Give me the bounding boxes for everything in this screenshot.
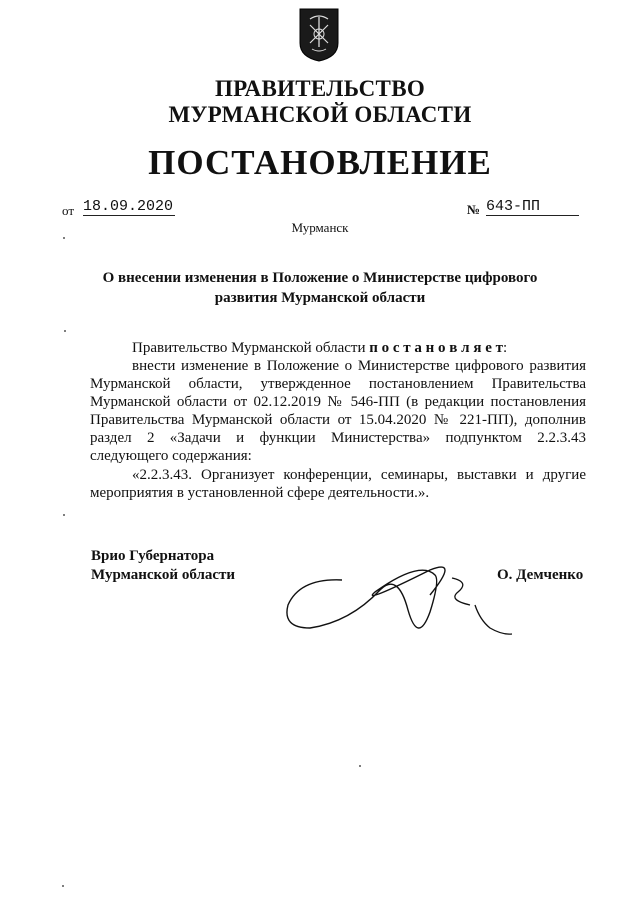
org-name-line2: МУРМАНСКОЙ ОБЛАСТИ — [168, 102, 472, 127]
document-subject — [0, 268, 640, 308]
scan-speck — [63, 514, 65, 516]
position-line1: Врио Губернатора — [91, 548, 215, 564]
main-paragraph: внести изменение в Положение о Министерстве цифрового развития Мурманской области, утвержденное постановлением Правительства Мурманской области от 02.12.2019 № 546-ПП (в редакции постановления Правительства Мурманской области от 15.04.2020 № 221-ПП), дополнив раздел 2 «Задачи и функции Министерства» подпунктом 2.2.3.43 следующего содержания: — [90, 358, 586, 464]
number-prefix: № — [467, 202, 481, 217]
preamble-tail: : — [502, 340, 508, 356]
subject-line2: развития Мурманской области — [214, 290, 426, 306]
scan-speck — [359, 765, 361, 767]
city-name: Мурманск — [291, 220, 349, 235]
scan-speck — [63, 237, 65, 239]
quote-paragraph: «2.2.3.43. Организует конференции, семинары, выставки и другие мероприятия в установленной сфере деятельности.». — [90, 467, 586, 501]
handwritten-signature — [280, 550, 520, 660]
document-type-title: ПОСТАНОВЛЕНИЕ — [148, 143, 492, 182]
date-prefix: от — [62, 203, 75, 218]
preamble-lead: Правительство Мурманской области — [132, 340, 370, 356]
scan-speck — [64, 330, 66, 332]
document-number: 643-ПП — [486, 198, 579, 216]
preamble-decree-word: п о с т а н о в л я е т — [369, 340, 503, 356]
document-date: 18.09.2020 — [83, 198, 174, 215]
org-name-line1: ПРАВИТЕЛЬСТВО — [214, 76, 426, 101]
signatory-position — [91, 547, 235, 585]
preamble-paragraph — [90, 339, 586, 357]
signatory-name: О. Демченко — [497, 567, 584, 583]
position-line2: Мурманской области — [91, 567, 236, 583]
subject-line1: О внесении изменения в Положение о Министерстве цифрового — [102, 270, 538, 286]
scan-speck — [62, 885, 64, 887]
coat-of-arms-emblem — [298, 7, 340, 63]
